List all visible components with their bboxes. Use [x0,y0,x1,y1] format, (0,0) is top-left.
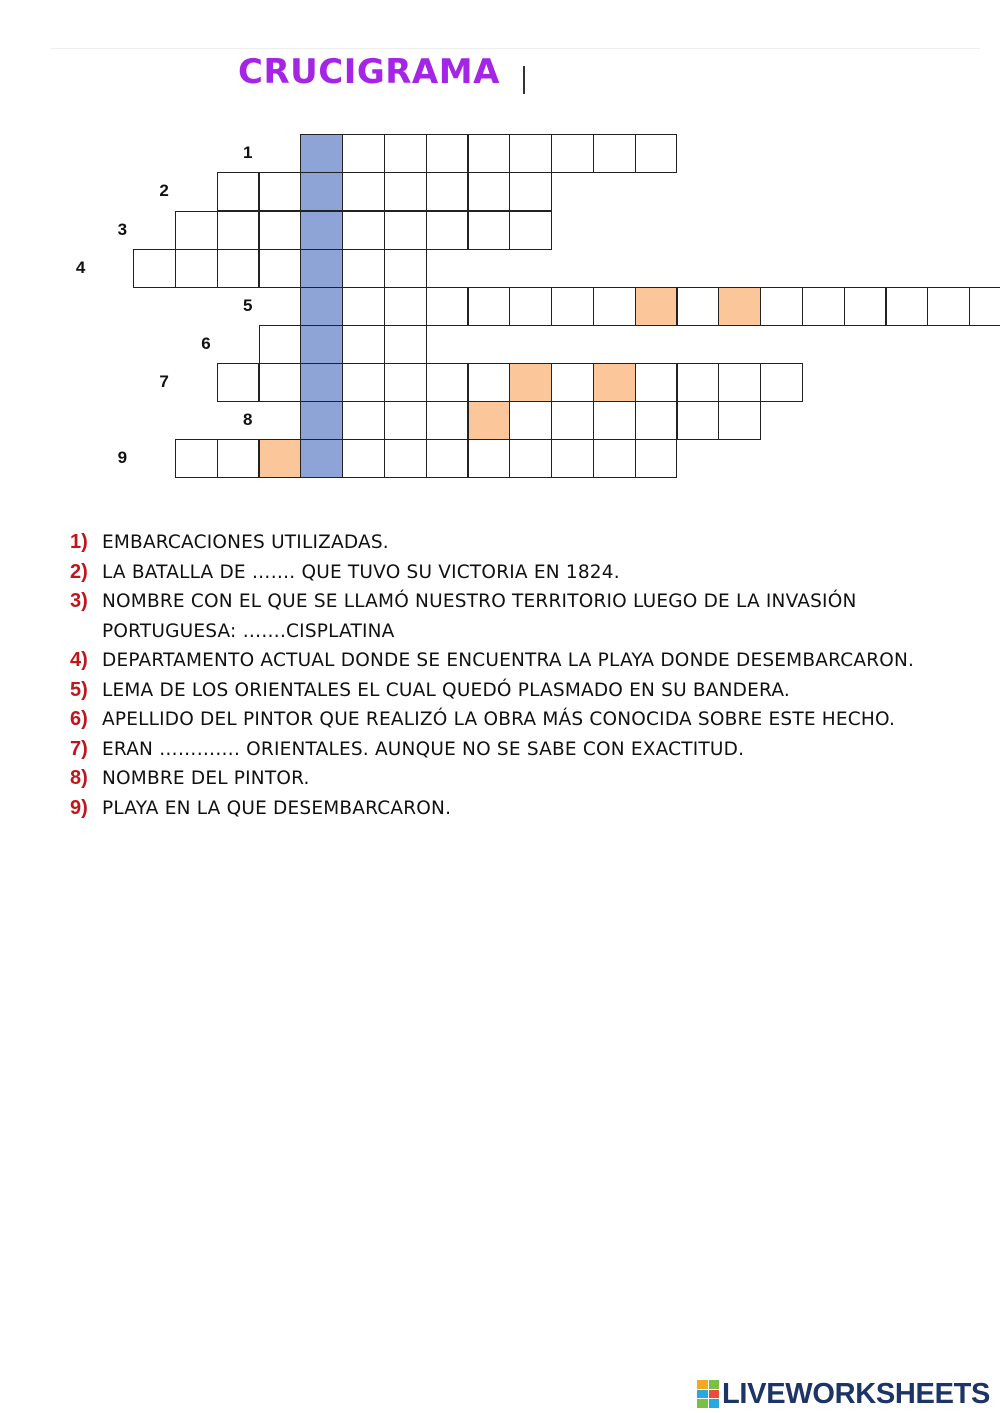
clue-number-label: 2 [159,181,169,200]
crossword-cell[interactable] [468,172,511,211]
crossword-cell[interactable] [677,287,720,326]
crossword-cell[interactable] [718,401,761,440]
clue-item-number: 3) [70,590,88,612]
crossword-cell[interactable] [468,211,511,250]
crossword-cell[interactable] [551,134,594,173]
crossword-cell[interactable] [342,401,385,440]
crossword-cell[interactable] [509,287,552,326]
crossword-cell[interactable] [509,439,552,478]
crossword-cell[interactable] [426,439,469,478]
clue-item [70,705,950,735]
crossword-cell[interactable] [635,401,678,440]
crossword-cell[interactable] [635,287,678,326]
crossword-cell[interactable] [217,172,260,211]
crossword-cell[interactable] [384,249,427,288]
key-column-cell[interactable] [300,249,343,288]
clue-item-text: DEPARTAMENTO ACTUAL DONDE SE ENCUENTRA LA PLAYA DONDE DESEMBARCARON. [102,650,915,671]
crossword-cell[interactable] [635,439,678,478]
clue-number-label: 9 [117,448,128,467]
key-column-cell[interactable] [300,172,343,211]
clue-number-label: 4 [75,258,86,277]
clue-item-text: NOMBRE DEL PINTOR. [102,768,310,789]
crossword-cell[interactable] [844,287,887,326]
crossword-cell[interactable] [635,134,678,173]
clue-number-label: 6 [201,334,211,353]
crossword-cell[interactable] [760,287,803,326]
crossword-cell[interactable] [593,439,636,478]
crossword-cell[interactable] [468,401,511,440]
clue-number-label: 8 [243,410,253,429]
crossword-cell[interactable] [426,401,469,440]
crossword-cell[interactable] [468,134,511,173]
clue-item-text: NOMBRE CON EL QUE SE LLAMÓ NUESTRO TERRITORIO LUEGO DE LA INVASIÓN PORTUGUESA: …….CISPLATINA [102,591,857,642]
crossword-cell[interactable] [509,211,552,250]
clue-number-label: 3 [117,220,128,239]
clue-item [70,646,950,676]
clue-item-number: 8) [70,767,88,789]
crossword-cell[interactable] [551,287,594,326]
key-column-cell[interactable] [300,363,343,402]
clue-item-number: 9) [70,796,88,819]
crossword-cell[interactable] [259,172,302,211]
clue-item [70,735,950,765]
crossword-cell[interactable] [426,134,469,173]
crossword-cell[interactable] [342,134,385,173]
crossword-cell[interactable] [509,134,552,173]
clue-item-number: 4) [70,649,88,671]
clue-item-text: ERAN …………. ORIENTALES. AUNQUE NO SE SABE CON EXACTITUD. [102,738,745,760]
liveworksheets-logo [697,1377,990,1411]
crossword-cell[interactable] [175,439,218,478]
crossword-cell[interactable] [426,363,469,402]
brand-name: LIVEWORKSHEETS [722,1377,991,1410]
crossword-cell[interactable] [802,287,845,326]
crossword-cell[interactable] [342,363,385,402]
top-divider [50,48,980,49]
crossword-cell[interactable] [384,439,427,478]
crossword-cell[interactable] [718,363,761,402]
crossword-cell[interactable] [342,325,385,364]
crossword-cell[interactable] [468,363,511,402]
clue-number-label: 7 [159,372,169,391]
clue-item [70,676,950,706]
crossword-cell[interactable] [677,363,720,402]
crossword-cell[interactable] [509,363,552,402]
clue-item-number: 7) [70,737,88,760]
crossword-cell[interactable] [593,401,636,440]
crossword-cell[interactable] [133,249,176,288]
clue-list [70,528,950,823]
crossword-cell[interactable] [969,287,1000,326]
crossword-cell[interactable] [468,439,511,478]
page-title: CRUCIGRAMA [238,52,500,92]
crossword-cell[interactable] [384,211,427,250]
crossword-cell[interactable] [259,325,302,364]
crossword-cell[interactable] [259,363,302,402]
logo-icon [697,1380,719,1408]
clue-item [70,528,950,558]
crossword-cell[interactable] [760,363,803,402]
crossword-cell[interactable] [551,401,594,440]
clue-item-number: 2) [70,560,88,583]
key-column-cell[interactable] [300,287,343,326]
crossword-cell[interactable] [217,211,260,250]
crossword-cell[interactable] [593,134,636,173]
crossword-cell[interactable] [342,211,385,250]
clue-item [70,558,950,588]
crossword-cell[interactable] [551,439,594,478]
clue-number-label: 5 [243,296,253,315]
crossword-cell[interactable] [259,249,302,288]
clue-item-text: PLAYA EN LA QUE DESEMBARCARON. [102,797,452,819]
crossword-cell[interactable] [342,249,385,288]
crossword-cell[interactable] [259,211,302,250]
clue-item-number: 5) [70,678,88,701]
crossword-cell[interactable] [551,363,594,402]
key-column-cell[interactable] [300,401,343,440]
crossword-cell[interactable] [342,439,385,478]
crossword-cell[interactable] [426,172,469,211]
crossword-cell[interactable] [886,287,929,326]
crossword-cell[interactable] [593,363,636,402]
key-column-cell[interactable] [300,325,343,364]
crossword-cell[interactable] [342,172,385,211]
crossword-cell[interactable] [384,134,427,173]
clue-item-text: EMBARCACIONES UTILIZADAS. [102,532,389,553]
crossword-cell[interactable] [342,287,385,326]
crossword-cell[interactable] [217,249,260,288]
crossword-cell[interactable] [259,439,302,478]
key-column-cell[interactable] [300,211,343,250]
crossword-cell[interactable] [217,439,260,478]
clue-item-text: LA BATALLA DE ……. QUE TUVO SU VICTORIA EN 1824. [102,561,620,583]
clue-item [70,587,950,646]
clue-number-label: 1 [243,143,253,162]
crossword-cell[interactable] [509,172,552,211]
crossword-cell[interactable] [384,401,427,440]
crossword-cell[interactable] [468,287,511,326]
crossword-cell[interactable] [593,287,636,326]
clue-item [70,764,950,794]
crossword-cell[interactable] [426,287,469,326]
crossword-cell[interactable] [175,211,218,250]
clue-item [70,794,950,824]
crossword-cell[interactable] [635,363,678,402]
crossword-cell[interactable] [217,363,260,402]
clue-item-number: 6) [70,708,88,730]
crossword-cell[interactable] [677,401,720,440]
text-cursor [523,66,525,94]
crossword-cell[interactable] [927,287,970,326]
crossword-cell[interactable] [384,325,427,364]
clue-item-number: 1) [70,531,88,553]
key-column-cell[interactable] [300,439,343,478]
crossword-cell[interactable] [509,401,552,440]
crossword-cell[interactable] [384,287,427,326]
crossword-cell[interactable] [718,287,761,326]
crossword-cell[interactable] [175,249,218,288]
crossword-cell[interactable] [384,172,427,211]
crossword-cell[interactable] [384,363,427,402]
key-column-cell[interactable] [300,134,343,173]
clue-item-text: LEMA DE LOS ORIENTALES EL CUAL QUEDÓ PLASMADO EN SU BANDERA. [102,679,790,701]
crossword-cell[interactable] [426,211,469,250]
clue-item-text: APELLIDO DEL PINTOR QUE REALIZÓ LA OBRA MÁS CONOCIDA SOBRE ESTE HECHO. [102,709,896,730]
